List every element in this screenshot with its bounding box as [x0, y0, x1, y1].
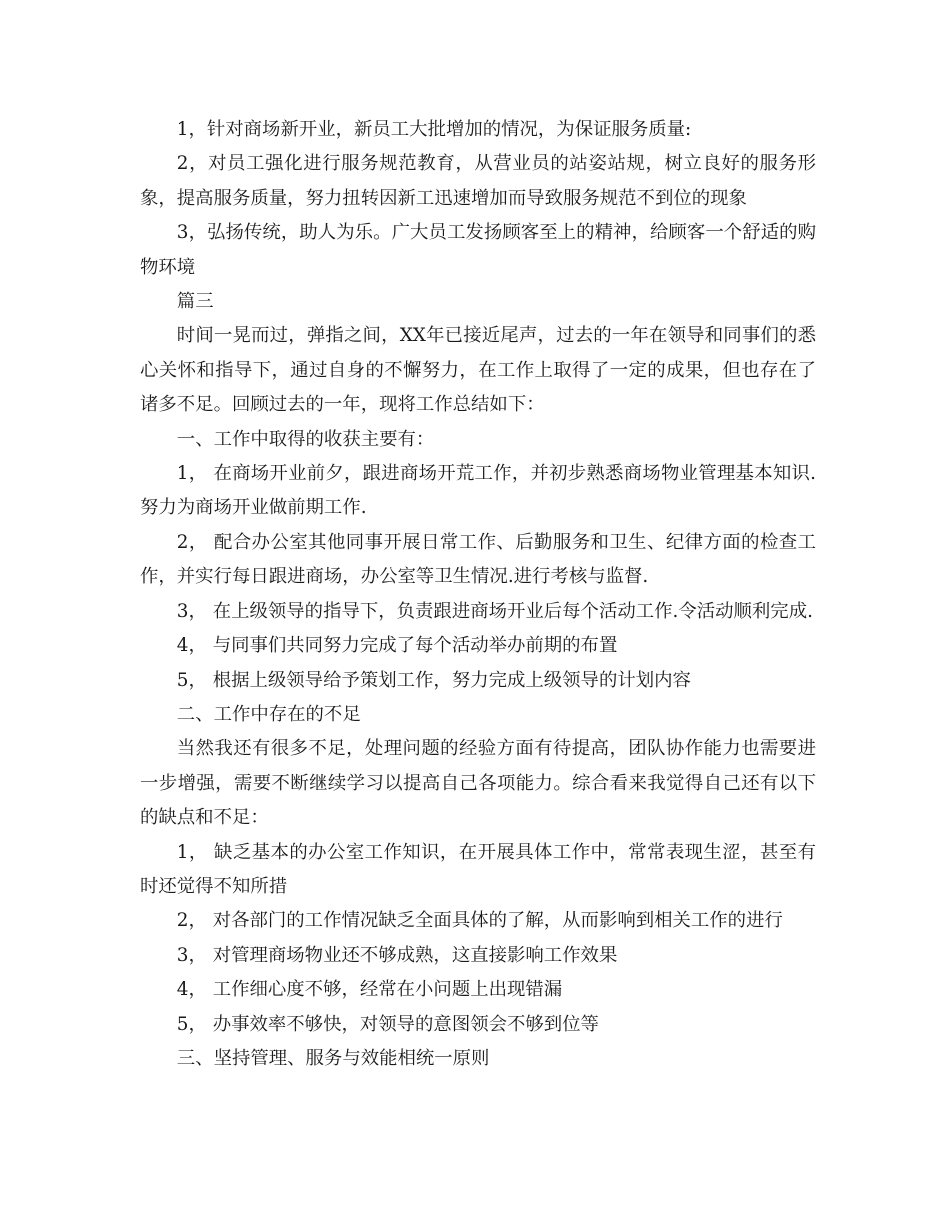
paragraph: 5， 办事效率不够快，对领导的意图领会不够到位等	[176, 1013, 599, 1035]
paragraph: 4， 与同事们共同努力完成了每个活动举办前期的布置	[176, 635, 618, 657]
paragraph: 1， 缺乏基本的办公室工作知识，在开展具体工作中，常常表现生涩，甚至有时还觉得不知所措	[140, 841, 816, 897]
paragraph: 5， 根据上级领导给予策划工作，努力完成上级领导的计划内容	[176, 669, 691, 691]
paragraph: 2，对员工强化进行服务规范教育，从营业员的站姿站规，树立良好的服务形象，提高服务质量，努力扭转因新工迅速增加而导致服务规范不到位的现象	[140, 153, 816, 209]
paragraph: 4， 工作细心度不够，经常在小问题上出现错漏	[176, 979, 563, 1001]
paragraph: 一、工作中取得的收获主要有：	[176, 428, 435, 450]
paragraph: 2， 对各部门的工作情况缺乏全面具体的了解，从而影响到相关工作的进行	[176, 910, 783, 932]
paragraph: 3，弘扬传统，助人为乐。广大员工发扬顾客至上的精神，给顾客一个舒适的购物环境	[140, 222, 816, 278]
paragraph: 三、坚持管理、服务与效能相统一原则	[176, 1047, 490, 1069]
paragraph: 1， 在商场开业前夕，跟进商场开荒工作，并初步熟悉商场物业管理基本知识.努力为商场开业做前期工作.	[140, 463, 816, 519]
document-page	[140, 113, 816, 1076]
paragraph: 二、工作中存在的不足	[176, 703, 361, 725]
paragraph: 3， 在上级领导的指导下，负责跟进商场开业后每个活动工作.令活动顺利完成.	[176, 600, 813, 622]
paragraph: 3， 对管理商场物业还不够成熟，这直接影响工作效果	[176, 944, 618, 966]
paragraph: 当然我还有很多不足，处理问题的经验方面有待提高，团队协作能力也需要进一步增强，需要不断继续学习以提高自己各项能力。综合看来我觉得自己还有以下的缺点和不足：	[140, 738, 816, 829]
paragraph: 2， 配合办公室其他同事开展日常工作、后勤服务和卫生、纪律方面的检查工作，并实行每日跟进商场，办公室等卫生情况.进行考核与监督.	[140, 531, 816, 588]
paragraph: 时间一晃而过，弹指之间，XX年已接近尾声，过去的一年在领导和同事们的悉心关怀和指导下，通过自身的不懈努力，在工作上取得了一定的成果，但也存在了诸多不足。回顾过去的一年，现将工作总结如下：	[140, 325, 816, 416]
paragraph: 篇三	[176, 291, 214, 313]
paragraph: 1，针对商场新开业，新员工大批增加的情况，为保证服务质量:	[176, 119, 692, 140]
